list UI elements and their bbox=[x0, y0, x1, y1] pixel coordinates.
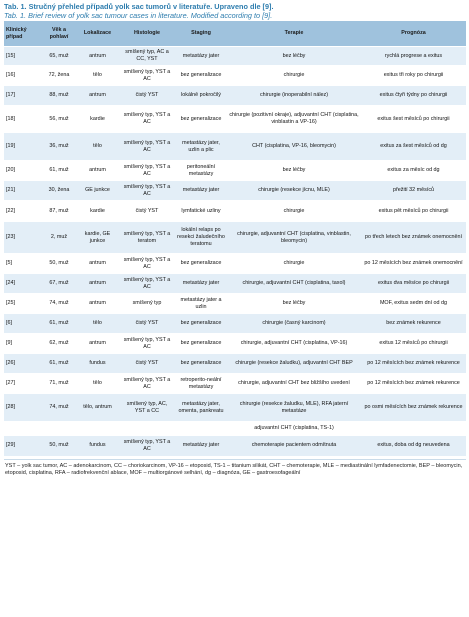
cell-staging: bez generalizace bbox=[180, 260, 222, 267]
cell-age-sex: 67, muž bbox=[49, 280, 69, 287]
cell-therapy: bez léčby bbox=[282, 167, 306, 174]
cell-prognosis: MOF, exitus sedm dní od dg bbox=[379, 300, 448, 307]
cell-histology: smíšený typ, YST a AC bbox=[123, 139, 171, 153]
cell-case bbox=[4, 422, 42, 436]
cell-location bbox=[76, 422, 119, 436]
cell-histology bbox=[119, 422, 175, 436]
cell-location: fundus bbox=[89, 442, 106, 449]
cell-location: antrum bbox=[89, 340, 106, 347]
cell-case: [22] bbox=[6, 207, 15, 214]
cell-prognosis: exitus pět měsíců po chirurgii bbox=[378, 207, 449, 214]
cell-age-sex: 61, muž bbox=[49, 360, 69, 367]
cell-therapy: chemoterapie pacientem odmítnuta bbox=[251, 442, 337, 449]
table-row bbox=[4, 374, 466, 394]
cell-histology: smíšený typ, YST a AC bbox=[123, 163, 171, 177]
cell-prognosis: bez známek rekurence bbox=[386, 320, 441, 327]
cell-prognosis: po 12 měsících bez známek onemocnění bbox=[364, 260, 463, 267]
cell-location: antrum bbox=[89, 167, 106, 174]
table-row bbox=[4, 294, 466, 314]
cell-case: [16] bbox=[6, 72, 15, 79]
table-row bbox=[4, 314, 466, 334]
cell-therapy: chirurgie (inoperabilní nález) bbox=[259, 92, 329, 99]
table-row bbox=[4, 254, 466, 274]
cell-age-sex: 30, žena bbox=[48, 187, 70, 194]
table-body bbox=[4, 47, 466, 456]
cell-staging: lokální relaps po resekci žaludečního teratomu bbox=[177, 227, 225, 247]
table-row bbox=[4, 47, 466, 66]
cell-location: kardie bbox=[90, 115, 105, 122]
cell-prognosis: rychlá progrese a exitus bbox=[384, 52, 443, 59]
caption-czech: Tab. 1. Stručný přehled případů yolk sac tumorů v literatuře. Upraveno dle [9]. bbox=[4, 2, 274, 11]
cell-case: [25] bbox=[6, 300, 15, 307]
cell-prognosis bbox=[361, 422, 466, 436]
column-header-staging: Staging bbox=[175, 21, 227, 47]
table-row bbox=[4, 161, 466, 181]
table-row bbox=[4, 66, 466, 86]
cell-prognosis: exitus čtyři týdny po chirurgii bbox=[379, 92, 448, 99]
cell-age-sex: 88, muž bbox=[49, 92, 69, 99]
table-row bbox=[4, 106, 466, 133]
cell-case: [28] bbox=[6, 404, 15, 411]
cell-therapy: chirurgie, adjuvantní CHT (cisplatina, taxol) bbox=[242, 280, 346, 287]
cell-therapy: chirurgie bbox=[283, 207, 305, 214]
cell-staging: metastázy jater, uzlin a plic bbox=[182, 139, 220, 153]
cell-histology: čistý YST bbox=[135, 320, 159, 327]
cell-histology: smíšený typ, YST a AC bbox=[123, 336, 171, 350]
cell-staging: metastázy jater bbox=[182, 187, 220, 194]
table-header-row bbox=[4, 21, 466, 47]
cell-staging: lymfatické uzliny bbox=[181, 207, 221, 214]
cell-age-sex: 71, muž bbox=[49, 380, 69, 387]
cell-case: [18] bbox=[6, 115, 15, 122]
cell-therapy: chirurgie bbox=[283, 260, 305, 267]
cell-age-sex: 62, muž bbox=[49, 340, 69, 347]
cell-location: tělo, antrum bbox=[83, 404, 112, 411]
cell-therapy: chirurgie (pozitivní okraje), adjuvantní CHT (cisplatina, vinblastin a VP-16) bbox=[229, 112, 359, 125]
cell-histology: smíšený typ, AC a CC, YST bbox=[125, 49, 169, 62]
cell-case: [19] bbox=[6, 143, 15, 150]
cell-therapy: chirurgie, adjuvantní CHT (cisplatina, vinblastin, bleomycin) bbox=[237, 230, 351, 244]
cell-histology: smíšený typ, YST a AC bbox=[123, 376, 171, 390]
cell-staging: metastázy jater bbox=[182, 442, 220, 449]
cell-staging: bez generalizace bbox=[180, 72, 222, 79]
cell-staging: bez generalizace bbox=[180, 320, 222, 327]
cell-staging: metastázy jater, omenta, pankreatu bbox=[178, 400, 224, 414]
cell-case: [21] bbox=[6, 187, 15, 194]
cell-staging bbox=[175, 422, 227, 436]
cell-case: [5] bbox=[6, 260, 12, 267]
cell-prognosis: exitus šest měsíců po chirurgii bbox=[377, 115, 450, 122]
cell-histology: čistý YST bbox=[135, 92, 159, 99]
column-header-case: Klinický případ bbox=[4, 21, 42, 47]
table-row bbox=[4, 394, 466, 422]
cell-location: antrum bbox=[89, 52, 106, 59]
table-row bbox=[4, 354, 466, 374]
cell-age-sex: 36, muž bbox=[49, 143, 69, 150]
cell-prognosis: exitus, doba od dg neuvedena bbox=[377, 442, 450, 449]
cell-age-sex: 50, muž bbox=[49, 260, 69, 267]
cell-therapy: bez léčby bbox=[282, 300, 306, 307]
cell-age-sex: 61, muž bbox=[49, 167, 69, 174]
cell-case: [20] bbox=[6, 167, 15, 174]
cell-case: [15] bbox=[6, 52, 15, 59]
cell-therapy: chirurgie (resekce žaludku, MLE), RFA jaterní metastáze bbox=[239, 400, 349, 414]
yolk-sac-tumor-table bbox=[4, 21, 466, 456]
cell-location: tělo bbox=[93, 72, 102, 79]
cell-case: [17] bbox=[6, 92, 15, 99]
cell-staging: bez generalizace bbox=[180, 115, 222, 122]
cell-age-sex bbox=[42, 422, 76, 436]
cell-therapy: chirurgie (resekce žaludku), adjuvantní CHT BEP bbox=[235, 360, 353, 367]
cell-staging: metastázy jater bbox=[182, 280, 220, 287]
table-footnote: YST – yolk sac tumor, AC – adenokarcinom, CC – choriokarcinom, VP-16 – etoposid, TS-1 – titanium silikát, CHT – chemoterapie, MLE – mediastinální lymfadenectomie, BEP – bleomycin, etoposid, cisplatina, RFA – radiofrekvenční ablace, MOF – multiorgánové selhání, dg – diagnóza, GE – gastroesofageální bbox=[4, 459, 466, 477]
cell-prognosis: exitus za šest měsíců od dg bbox=[380, 143, 447, 150]
cell-histology: smíšený typ, YST a AC bbox=[123, 68, 171, 82]
cell-histology: smíšený typ, YST a AC bbox=[123, 439, 171, 452]
column-header-therapy: Terapie bbox=[227, 21, 361, 47]
table-row bbox=[4, 86, 466, 106]
cell-staging: metastázy jater bbox=[182, 52, 220, 59]
cell-therapy: chirurgie, adjuvantní CHT bez bližšího uvedení bbox=[238, 380, 350, 387]
cell-prognosis: exitus tři roky po chirurgii bbox=[383, 72, 444, 79]
table-row bbox=[4, 274, 466, 294]
cell-histology: čistý YST bbox=[135, 207, 159, 214]
cell-histology: smíšený typ, YST a AC bbox=[123, 112, 171, 125]
cell-prognosis: po třech letech bez známek onemocnění bbox=[364, 234, 463, 241]
cell-age-sex: 61, muž bbox=[49, 320, 69, 327]
table-row bbox=[4, 422, 466, 436]
cell-therapy: adjuvantní CHT (cisplatina, TS-1) bbox=[254, 425, 334, 432]
cell-prognosis: exitus za měsíc od dg bbox=[387, 167, 440, 174]
cell-case: [29] bbox=[6, 442, 15, 449]
cell-staging: metastázy jater a uzlin bbox=[180, 296, 222, 310]
cell-location: tělo bbox=[93, 320, 102, 327]
cell-prognosis: po 12 měsících bez známek rekurence bbox=[367, 380, 460, 387]
cell-case: [27] bbox=[6, 380, 15, 387]
cell-histology: smíšený typ, YST a AC bbox=[123, 276, 171, 290]
cell-location: antrum bbox=[89, 92, 106, 99]
cell-age-sex: 2, muž bbox=[50, 234, 68, 241]
table-row bbox=[4, 201, 466, 222]
cell-location: kardie bbox=[90, 207, 105, 214]
table-row bbox=[4, 222, 466, 254]
cell-staging: bez generalizace bbox=[180, 360, 222, 367]
cell-therapy: chirurgie (časný karcinom) bbox=[262, 320, 326, 327]
cell-location: antrum bbox=[89, 280, 106, 287]
cell-age-sex: 72, žena bbox=[48, 72, 70, 79]
table-caption bbox=[4, 2, 466, 20]
cell-case: [26] bbox=[6, 360, 15, 367]
cell-histology: smíšený typ, YST a AC bbox=[123, 183, 171, 197]
cell-prognosis: po osmi měsících bez známek rekurence bbox=[364, 404, 463, 411]
cell-age-sex: 74, muž bbox=[49, 404, 69, 411]
cell-prognosis: exitus dva měsíce po chirurgii bbox=[377, 280, 449, 287]
cell-prognosis: exitus 12 měsíců po chirurgii bbox=[379, 340, 448, 347]
cell-histology: čistý YST bbox=[135, 360, 159, 367]
cell-case: [23] bbox=[6, 234, 15, 241]
cell-prognosis: po 12 měsících bez známek rekurence bbox=[367, 360, 460, 367]
cell-therapy: chirurgie bbox=[283, 72, 305, 79]
cell-case: [6] bbox=[6, 320, 12, 327]
cell-age-sex: 74, muž bbox=[49, 300, 69, 307]
cell-location: antrum bbox=[89, 300, 106, 307]
cell-histology: smíšený typ, AC, YST a CC bbox=[126, 400, 168, 414]
cell-case: [24] bbox=[6, 280, 15, 287]
column-header-prognosis: Prognóza bbox=[361, 21, 466, 47]
cell-histology: smíšený typ, YST a teratom bbox=[123, 230, 171, 244]
cell-location: fundus bbox=[89, 360, 106, 367]
cell-staging: peritoneální metastázy bbox=[186, 163, 216, 177]
cell-therapy: bez léčby bbox=[282, 52, 306, 59]
cell-location: antrum bbox=[89, 260, 106, 267]
cell-histology: smíšený typ bbox=[132, 300, 162, 307]
cell-age-sex: 56, muž bbox=[49, 115, 69, 122]
cell-location: tělo bbox=[93, 143, 102, 150]
cell-staging: retroperito-neální metastázy bbox=[180, 376, 222, 390]
table-row bbox=[4, 133, 466, 161]
cell-therapy: chirurgie (resekce jícnu, MLE) bbox=[258, 187, 330, 194]
column-header-age-sex: Věk a pohlaví bbox=[42, 21, 76, 47]
cell-age-sex: 87, muž bbox=[49, 207, 69, 214]
cell-histology: smíšený typ, YST a AC bbox=[123, 256, 171, 270]
table-row bbox=[4, 334, 466, 354]
cell-staging: bez generalizace bbox=[180, 340, 222, 347]
cell-age-sex: 50, muž bbox=[49, 442, 69, 449]
cell-age-sex: 65, muž bbox=[49, 52, 69, 59]
cell-prognosis: přežití 32 měsíců bbox=[392, 187, 435, 194]
table-row bbox=[4, 436, 466, 456]
cell-therapy: CHT (cisplatina, VP-16, bleomycin) bbox=[252, 143, 336, 150]
cell-location: tělo bbox=[93, 380, 102, 387]
column-header-histology: Histologie bbox=[119, 21, 175, 47]
column-header-location: Lokalizace bbox=[76, 21, 119, 47]
cell-location: GE junkce bbox=[85, 187, 110, 194]
cell-therapy: chirurgie, adjuvantní CHT (cisplatina, VP-16) bbox=[240, 340, 348, 347]
table-row bbox=[4, 181, 466, 201]
cell-case: [9] bbox=[6, 340, 12, 347]
caption-english: Tab. 1. Brief review of yolk sac tumour cases in literature. Modified according to [9]. bbox=[4, 11, 273, 20]
cell-staging: lokálně pokročilý bbox=[181, 92, 221, 99]
cell-location: kardie, GE junkce bbox=[84, 230, 111, 244]
